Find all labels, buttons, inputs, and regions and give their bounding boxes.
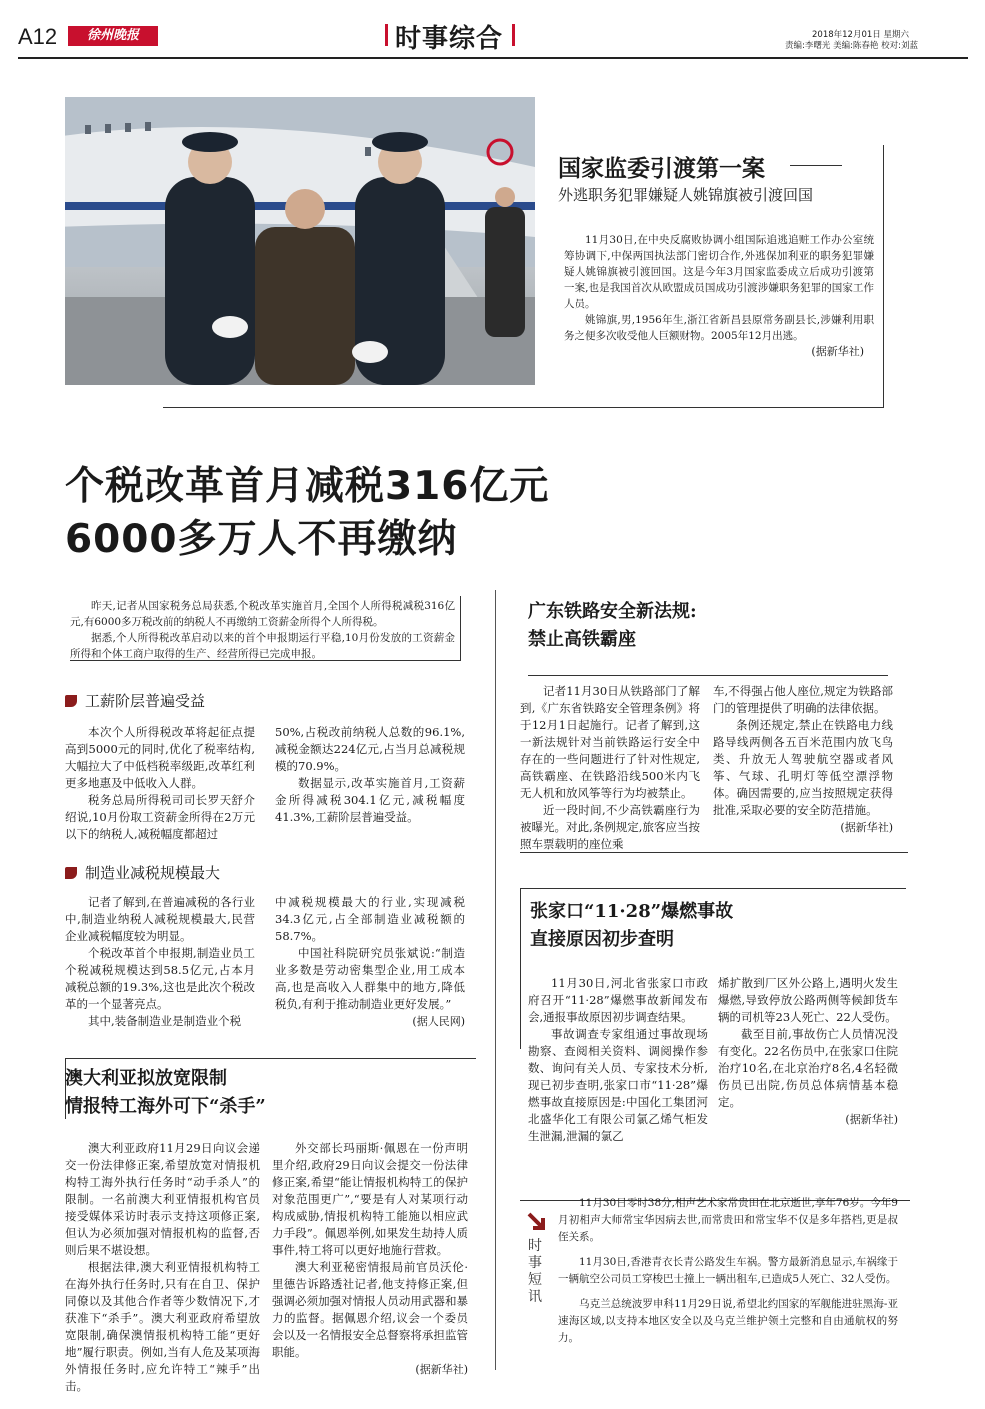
paragraph: 记者11月30日从铁路部门了解到,《广东省铁路安全管理条例》将于12月1日起施行。记者了解到,这一新法规针对当前铁路运行安全中存在的一些问题进行了针对性规定,高铁霸座、在铁路沿线500米内飞无人机和放风筝等行为均被禁止。 (520, 684, 700, 800)
paragraph: 数据显示,改革实施首月,工资薪金所得减税304.1亿元,减税幅度41.3%,工薪阶层普遍受益。 (275, 776, 465, 824)
zjk-story-title (530, 898, 733, 954)
title-line: 张家口“11·28”爆燃事故 (530, 901, 734, 922)
title-line: 禁止高铁霸座 (528, 629, 636, 650)
section1-col2 (275, 724, 465, 826)
column-divider (495, 590, 496, 1370)
header-divider (18, 57, 968, 59)
paragraph: 澳大利亚政府11月29日向议会递交一份法律修正案,希望放宽对情报机构特工海外执行任务时“动手杀人”的限制。一名前澳大利亚情报机构官员接受媒体采访时表示支持这项修正案,但认为必须加强对情报机构的监督,否则后果不堪设想。 (65, 1141, 260, 1257)
heading-text: 工薪阶层普遍受益 (85, 692, 206, 710)
paragraph: 中国社科院研究员张斌说:“制造业多数是劳动密集型企业,用工成本高,也是高收入人群集中的地方,降低税负,有利于推动制造业更好发展。” (275, 946, 465, 1011)
section-heading-wages (65, 690, 205, 711)
source-credit: (据新华社) (840, 821, 893, 834)
brief-item: 11月30日零时38分,相声艺术家常贵田在北京逝世,享年76岁。今年9月初相声大师常宝华因病去世,而常贵田和常宝华不仅是多年搭档,更是叔侄关系。 (558, 1197, 898, 1243)
title-rule (790, 165, 842, 166)
headline-line-1: 个税改革首月减税316亿元 (65, 464, 550, 509)
rail-story-title (528, 598, 697, 654)
newspaper-logo: 徐州晚报 (68, 26, 158, 46)
rail-col1 (520, 683, 700, 853)
rail-title-rule (528, 675, 888, 676)
source-credit: (据新华社) (811, 345, 864, 358)
paragraph: 税务总局所得税司司长罗天舒介绍说,10月份取工资薪金所得在2万元以下的纳税人,减税幅度都超过 (65, 793, 255, 841)
paragraph: 11月30日,河北省张家口市政府召开“11·28”爆燃事故新闻发布会,通报事故原因初步调查结果。 (528, 976, 708, 1024)
paragraph: 近一段时间,不少高铁霸座行为被曝光。对此,条例规定,旅客应当按照车票载明的座位乘 (520, 803, 700, 851)
editor-credits: 责编:李曙光 美编:陈春艳 校对:刘蓝 (785, 41, 918, 51)
aus-story-title (65, 1065, 266, 1121)
aus-col2 (272, 1140, 468, 1378)
rail-col2 (713, 683, 893, 836)
brief-item: 乌克兰总统波罗申科11月29日说,希望北约国家的军舰能进驻黑海-亚速海区域,以支持本地区安全以及乌克兰维护领土完整和自由通航权的努力。 (558, 1298, 898, 1344)
source-credit: (据新华社) (845, 1113, 898, 1126)
heading-text: 制造业减税规模最大 (85, 864, 221, 882)
title-line: 情报特工海外可下“杀手” (65, 1096, 266, 1117)
title-line: 澳大利亚拟放宽限制 (65, 1068, 227, 1089)
paragraph: 姚锦旗,男,1956年生,浙江省新昌县原常务副县长,涉嫌利用职务之便多次收受他人巨额财物。2005年12月出逃。 (564, 314, 874, 342)
rail-bottom-rule (520, 852, 908, 853)
section-heading-manufacturing (65, 862, 220, 883)
briefs-label: 时事短讯 (528, 1238, 542, 1305)
paragraph: 烯扩散到厂区外公路上,遇明火发生爆燃,导致停放公路两侧等候卸货车辆的司机等23人死亡、22人受伤。 (718, 976, 898, 1024)
paragraph: 根据法律,澳大利亚情报机构特工在海外执行任务时,只有在自卫、保护同僚以及其他合作者等少数情况下,才获准下“杀手”。澳大利亚政府希望放宽限制,确保澳情报机构特工能“更好地”履行职责。例如,当有人危及某项海外情报任务时,应允许特工“辣手”出击。 (65, 1260, 260, 1393)
source-credit: (据人民网) (412, 1015, 465, 1028)
issue-date: 2018年12月01日 星期六 (812, 30, 909, 40)
paragraph: 记者了解到,在普遍减税的各行业中,制造业纳税人减税规模最大,民营企业减税幅度较为明显。 (65, 895, 255, 943)
paragraph: 截至目前,事故伤亡人员情况没有变化。22名伤员中,在张家口住院治疗10名,在北京治疗8名,4名轻微伤员已出院,伤员总体病情基本稳定。 (718, 1027, 898, 1109)
page-number: A12 (18, 24, 58, 49)
brief-item: 11月30日,香港青衣长青公路发生车祸。警方最新消息显示,车祸缘于一辆航空公司员工穿梭巴士撞上一辆出租车,已造成5人死亡、32人受伤。 (558, 1256, 898, 1285)
section1-col1 (65, 724, 255, 843)
aus-col1 (65, 1140, 260, 1395)
paragraph: 外交部长玛丽斯·佩恩在一份声明里介绍,政府29日向议会提交一份法律修正案,希望“能让情报机构特工的保护对象范围更广”,“要是有人对某项行动构成威胁,情报机构特工能施以相应武力手段”。佩恩举例,如果发生劫持人质事件,特工将可以更好地施行营救。 (272, 1141, 468, 1257)
paragraph: 事故调查专家组通过事故现场勘察、查阅相关资料、调阅操作参数、询问有关人员、专家技术分析,现已初步查明,张家口市“11·28”爆燃事故直接原因是:中国化工集团河北盛华化工有限公司氯乙烯气柜发生泄漏,泄漏的氯乙 (528, 1027, 708, 1143)
paragraph: 车,不得强占他人座位,规定为铁路部门的管理提供了明确的法律依据。 (713, 684, 893, 715)
paragraph: 澳大利亚秘密情报局前官员沃伦·里德告诉路透社记者,他支持修正案,但强调必须加强对情报人员动用武器和暴力的监督。据佩恩介绍,议会一个委员会以及一名情报安全总督察将承担监管职能。 (272, 1260, 468, 1359)
paragraph: 其中,装备制造业是制造业个税 (88, 1014, 242, 1028)
paragraph: 据悉,个人所得税改革启动以来的首个申报期运行平稳,10月份发放的工资薪金所得和个体工商户取得的生产、经营所得已完成申报。 (70, 632, 455, 660)
top-story-subtitle: 外逃职务犯罪嫌疑人姚锦旗被引渡回国 (558, 186, 814, 204)
headline-line-2: 6000多万人不再缴纳 (65, 517, 458, 562)
extradition-photo (65, 97, 535, 385)
zjk-col2 (718, 975, 898, 1128)
paragraph: 条例还规定,禁止在铁路电力线路导线两侧各五百米范围内放飞鸟类、升放无人驾驶航空器或者风筝、气球、孔明灯等低空漂浮物体。确因需要的,应当按照规定获得批准,采取必要的安全防范措施。 (713, 718, 893, 817)
section-title: 时事综合 (395, 18, 503, 55)
source-credit: (据新华社) (415, 1363, 468, 1376)
top-story-title: 国家监委引渡第一案 (558, 156, 765, 182)
section2-col1 (65, 894, 255, 1030)
paragraph: 50%,占税改前纳税人总数的96.1%,减税金额达224亿元,占当月总减税规模的70.9%。 (275, 725, 465, 773)
section2-col2 (275, 894, 465, 1030)
title-line: 广东铁路安全新法规: (528, 601, 697, 622)
photo-illustration (65, 97, 535, 385)
lead-text (70, 598, 455, 662)
bookmark-icon (65, 695, 77, 707)
bookmark-icon (65, 867, 77, 879)
paragraph: 中减税规模最大的行业,实现减税34.3亿元,占全部制造业减税额的58.7%。 (275, 895, 465, 943)
arrow-icon (527, 1212, 545, 1230)
paragraph: 个税改革首个申报期,制造业员工个税减税规模达到58.5亿元,占本月减税总额的19.3%,这也是此次个税改革的一个显著亮点。 (65, 946, 255, 1011)
paragraph: 11月30日,在中央反腐败协调小组国际追逃追赃工作办公室统筹协调下,中保两国执法部门密切合作,外逃保加利亚的职务犯罪嫌疑人姚锦旗被引渡回国。这是今年3月国家监委成立后成功引渡第一案,也是我国首次从欧盟成员国成功引渡涉嫌职务犯罪的国家工作人员。 (564, 234, 874, 310)
title-line: 直接原因初步查明 (530, 929, 674, 950)
zjk-col1 (528, 975, 708, 1145)
briefs-list (558, 1195, 898, 1347)
top-story-body (564, 232, 874, 360)
paragraph: 本次个人所得税改革将起征点提高到5000元的同时,优化了税率结构,大幅拉大了中低档税率级距,改革红利更多地惠及中低收入人群。 (65, 725, 255, 790)
paragraph: 昨天,记者从国家税务总局获悉,个税改革实施首月,全国个人所得税减税316亿元,有6000多万税改前的纳税人不再缴纳工资薪金所得个人所得税。 (70, 600, 455, 628)
